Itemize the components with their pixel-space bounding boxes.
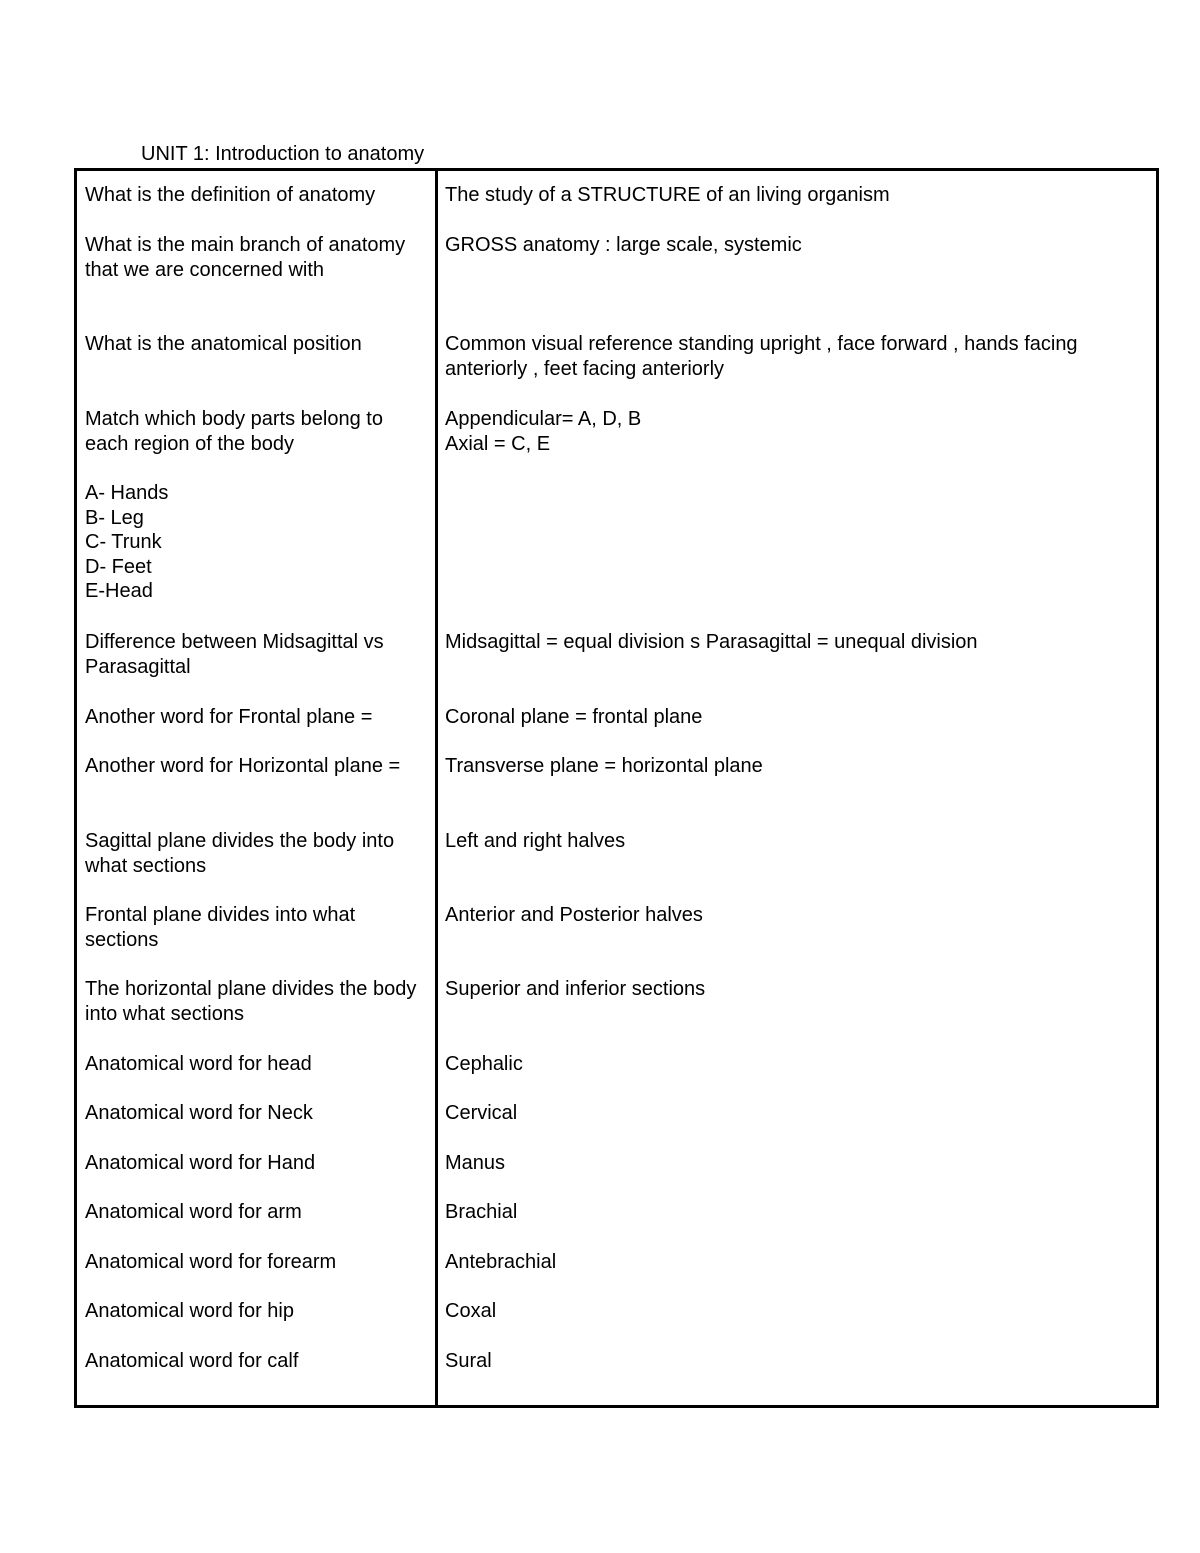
answer-cell: Superior and inferior sections [445, 978, 706, 1000]
answer-cell: The study of a STRUCTURE of an living organism [445, 184, 890, 206]
question-cell: What is the anatomical position [85, 333, 362, 355]
answer-cell: Cephalic [445, 1053, 523, 1075]
answer-cell: Anterior and Posterior halves [445, 904, 703, 926]
question-cell: Anatomical word for calf [85, 1350, 299, 1372]
answer-cell: Coronal plane = frontal plane [445, 706, 703, 728]
answer-cell: Left and right halves [445, 830, 626, 852]
column-divider [435, 171, 438, 1405]
question-cell: Another word for Frontal plane = [85, 706, 373, 728]
answer-cell: Common visual reference standing upright , face forward , hands facing anteriorly , feet facing anteriorly [445, 333, 1078, 380]
question-cell: Anatomical word for arm [85, 1201, 302, 1223]
answer-cell: Antebrachial [445, 1251, 557, 1273]
question-cell: Anatomical word for Neck [85, 1102, 313, 1124]
answer-cell: Brachial [445, 1201, 518, 1223]
answer-cell: Transverse plane = horizontal plane [445, 755, 763, 777]
answer-cell: GROSS anatomy : large scale, systemic [445, 234, 802, 256]
question-cell: Anatomical word for hip [85, 1300, 294, 1322]
question-cell: Sagittal plane divides the body into what sections [85, 830, 395, 877]
page-title: UNIT 1: Introduction to anatomy [141, 143, 425, 165]
answer-cell: Manus [445, 1152, 506, 1174]
question-cell: Match which body parts belong to each region of the body [85, 408, 383, 455]
question-cell: Difference between Midsagittal vs Parasagittal [85, 631, 384, 678]
qa-table [74, 168, 1159, 1408]
question-cell: Another word for Horizontal plane = [85, 755, 401, 777]
question-cell: Anatomical word for forearm [85, 1251, 337, 1273]
answer-cell: Midsagittal = equal division s Parasagittal = unequal division [445, 631, 978, 653]
answer-cell: Sural [445, 1350, 492, 1372]
question-cell: Anatomical word for Hand [85, 1152, 316, 1174]
question-cell: The horizontal plane divides the body into what sections [85, 978, 417, 1025]
question-cell: What is the definition of anatomy [85, 184, 376, 206]
question-cell: Frontal plane divides into what sections [85, 904, 356, 951]
answer-cell: Appendicular= A, D, B Axial = C, E [445, 408, 642, 455]
body-parts-list: A- Hands B- Leg C- Trunk D- Feet E-Head [85, 482, 169, 602]
question-cell: What is the main branch of anatomy that we are concerned with [85, 234, 406, 281]
question-cell: Anatomical word for head [85, 1053, 312, 1075]
answer-cell: Cervical [445, 1102, 518, 1124]
answer-cell: Coxal [445, 1300, 497, 1322]
